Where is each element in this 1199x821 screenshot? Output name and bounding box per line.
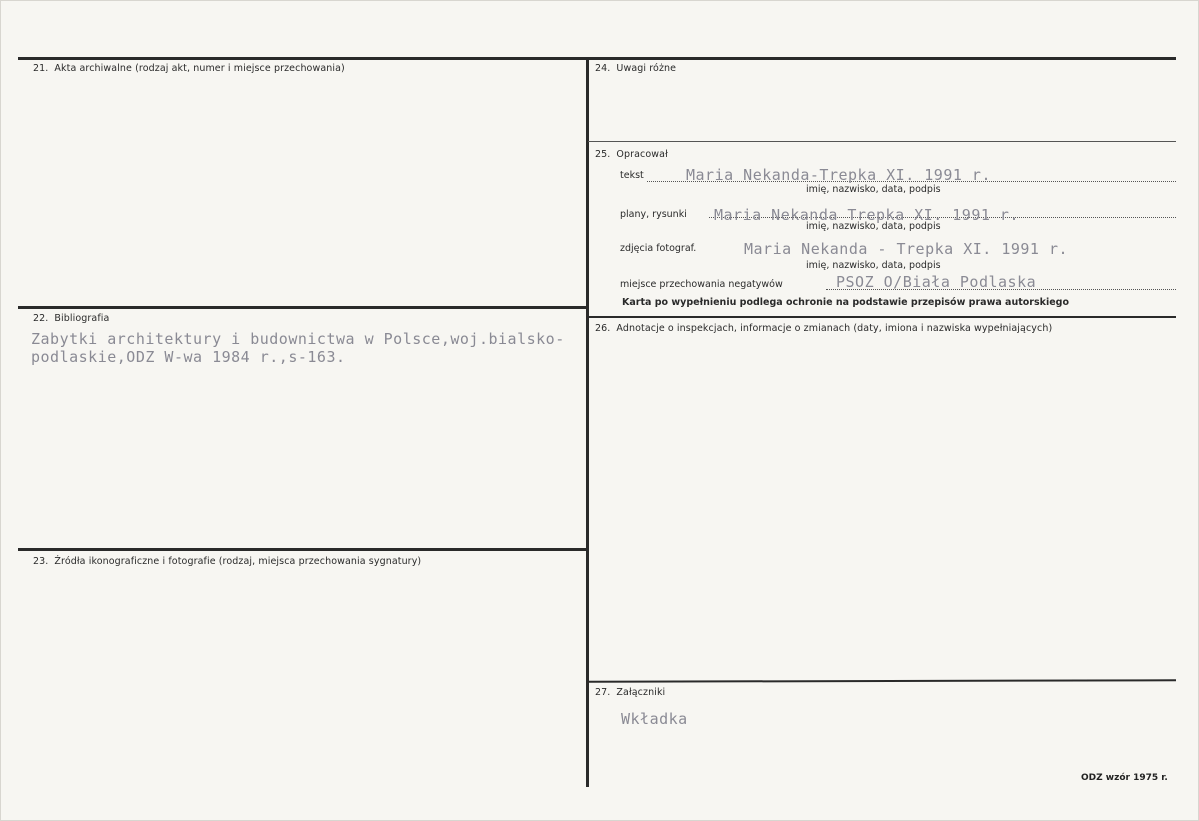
divider-21-22 [18, 306, 588, 309]
zdjecia-caption: imię, nazwisko, data, podpis [806, 260, 941, 271]
tekst-value: Maria Nekanda-Trepka XI. 1991 r. [686, 166, 991, 184]
negatywy-value: PSOZ O/Biała Podlaska [836, 273, 1037, 291]
plany-caption: imię, nazwisko, data, podpis [806, 221, 941, 232]
section-24-label: 24. Uwagi różne [595, 63, 677, 74]
plany-value: Maria Nekanda Trepka XI. 1991 r. [714, 206, 1019, 224]
divider-24-25 [588, 141, 1176, 142]
divider-25-26 [588, 316, 1176, 318]
plany-label: plany, rysunki [620, 209, 687, 220]
bibliography-line-1: Zabytki architektury i budownictwa w Polsce,woj.bialsko- [31, 330, 565, 348]
section-25-label: 25. Opracował [595, 149, 668, 160]
form-template-footer: ODZ wzór 1975 r. [1081, 773, 1168, 783]
top-rule [18, 57, 1176, 60]
zdjecia-label: zdjęcia fotograf. [620, 243, 697, 254]
section-27-label: 27. Załączniki [595, 687, 666, 698]
zdjecia-value: Maria Nekanda - Trepka XI. 1991 r. [744, 240, 1069, 258]
section-22-label: 22. Bibliografia [33, 313, 110, 324]
section-26-label: 26. Adnotacje o inspekcjach, informacje o zmianach (daty, imiona i nazwiska wypełniających) [595, 323, 1053, 334]
tekst-caption: imię, nazwisko, data, podpis [806, 184, 941, 195]
section-23-label: 23. Źródła ikonograficzne i fotografie (rodzaj, miejsca przechowania sygnatury) [33, 556, 422, 567]
negatywy-label: miejsce przechowania negatywów [620, 279, 783, 290]
bibliography-line-2: podlaskie,ODZ W-wa 1984 r.,s-163. [31, 348, 346, 366]
attachments-value: Wkładka [621, 710, 688, 728]
section-21-label: 21. Akta archiwalne (rodzaj akt, numer i miejsce przechowania) [33, 63, 345, 74]
tekst-label: tekst [620, 170, 644, 181]
copyright-notice: Karta po wypełnieniu podlega ochronie na podstawie przepisów prawa autorskiego [622, 297, 1069, 308]
divider-22-23 [18, 548, 588, 551]
center-divider [586, 57, 589, 787]
